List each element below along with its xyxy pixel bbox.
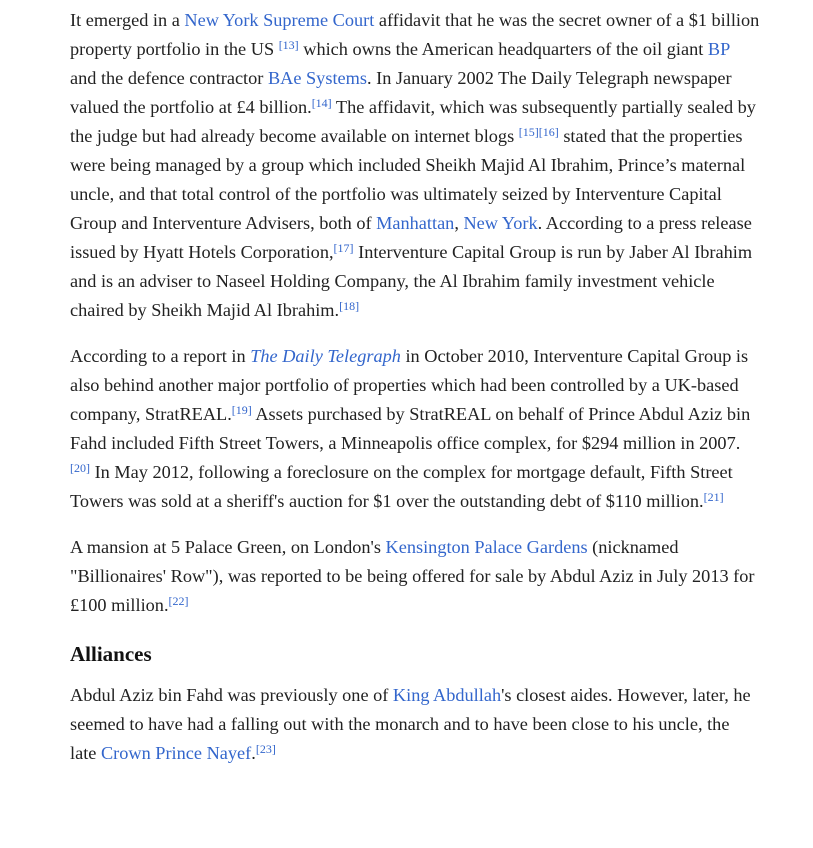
paragraph-text: It emerged in a xyxy=(70,10,185,30)
citation-link[interactable]: [17] xyxy=(333,241,354,255)
paragraph-text: A mansion at 5 Palace Green, on London's xyxy=(70,537,386,557)
paragraph-text: The affidavit, which was subsequently partially sealed by the judge but had already become available on internet blogs xyxy=(70,97,756,146)
section-property-portfolio xyxy=(70,6,760,620)
link-bae-systems[interactable]: BAe Systems xyxy=(267,68,367,88)
paragraph-text: and the defence contractor xyxy=(70,68,268,88)
link-crown-prince-nayef[interactable]: Crown Prince Nayef xyxy=(100,743,252,763)
citation xyxy=(70,461,90,475)
paragraphs-paragraph-1 xyxy=(70,6,760,325)
citation xyxy=(519,125,539,139)
citation xyxy=(169,594,189,608)
citation xyxy=(232,403,252,417)
paragraph-text: In May 2012, following a foreclosure on the complex for mortgage default, Fifth Street Towers was sold at a sheriff's auction for $1 over the outstanding debt of $110 million. xyxy=(70,462,733,511)
paragraph-text: , xyxy=(454,213,464,233)
citation xyxy=(704,490,724,504)
citation-link[interactable]: [14] xyxy=(311,96,332,110)
link-manhattan[interactable]: Manhattan xyxy=(376,213,455,233)
citation-link[interactable]: [22] xyxy=(168,594,189,608)
link-new-york[interactable]: New York xyxy=(463,213,538,233)
paragraph-text: (nicknamed "Billionaires' Row"), was reported to be being offered for sale by Abdul Aziz in July 2013 for £100 million. xyxy=(70,537,755,615)
citation-link[interactable]: [16] xyxy=(538,125,559,139)
citation-link[interactable]: [23] xyxy=(255,742,276,756)
citation xyxy=(539,125,559,139)
article-body xyxy=(70,6,760,785)
section-heading-alliances: Alliances xyxy=(70,642,152,666)
paragraph-text: stated that the properties were being managed by a group which included Sheikh Majid Al Ibrahim, Prince’s maternal uncle, and that total control of the portfolio was ultimately seized by Interventure Capital Group and Interventure Advisers, both of xyxy=(70,126,746,233)
citation-link[interactable]: [20] xyxy=(70,461,90,475)
citation-link[interactable]: [19] xyxy=(231,403,252,417)
link-the-daily-telegraph[interactable]: The Daily Telegraph xyxy=(250,346,401,366)
citation xyxy=(312,96,332,110)
citation-link[interactable]: [21] xyxy=(703,490,724,504)
paragraph-text: Interventure Capital Group is run by Jaber Al Ibrahim and is an adviser to Naseel Holding Company, the Al Ibrahim family investment vehicle chaired by Sheikh Majid Al Ibrahim. xyxy=(70,242,753,320)
section-alliances xyxy=(70,681,760,768)
paragraph-text: affidavit that he was the secret owner of a $1 billion property portfolio in the US xyxy=(70,10,760,59)
paragraphs-paragraph-2 xyxy=(70,342,760,516)
paragraph-text: Assets purchased by StratREAL on behalf of Prince Abdul Aziz bin Fahd included Fifth Street Towers, a Minneapolis office complex, for $294 million in 2007. xyxy=(70,404,751,453)
citation-link[interactable]: [15] xyxy=(518,125,539,139)
paragraph-text: 's closest aides. However, later, he seemed to have had a falling out with the monarch and to have been close to his uncle, the late xyxy=(70,685,751,763)
link-king-abdullah[interactable]: King Abdullah xyxy=(392,685,502,705)
citation xyxy=(279,38,299,52)
paragraph-text: Abdul Aziz bin Fahd was previously one of xyxy=(70,685,393,705)
paragraph-text: According to a report in xyxy=(70,346,251,366)
paragraph-text: . In January 2002 The Daily Telegraph newspaper valued the portfolio at £4 billion. xyxy=(70,68,732,117)
link-new-york-supreme-court[interactable]: New York Supreme Court xyxy=(184,10,375,30)
paragraph-text: . According to a press release issued by Hyatt Hotels Corporation, xyxy=(70,213,752,262)
citation-link[interactable]: [18] xyxy=(339,299,360,313)
citation xyxy=(339,299,359,313)
citation xyxy=(256,742,276,756)
paragraphs-paragraph-3 xyxy=(70,533,760,620)
citation-link[interactable]: [13] xyxy=(278,38,299,52)
paragraph-text: . xyxy=(251,743,256,763)
citation xyxy=(334,241,354,255)
paragraph-text: in October 2010, Interventure Capital Group is also behind another major portfolio of properties which had been controlled by a UK-based company, StratREAL. xyxy=(70,346,749,424)
link-bp[interactable]: BP xyxy=(707,39,730,59)
link-kensington-palace-gardens[interactable]: Kensington Palace Gardens xyxy=(385,537,588,557)
after_heading-paragraph-1 xyxy=(70,681,760,768)
paragraph-text: which owns the American headquarters of the oil giant xyxy=(298,39,708,59)
